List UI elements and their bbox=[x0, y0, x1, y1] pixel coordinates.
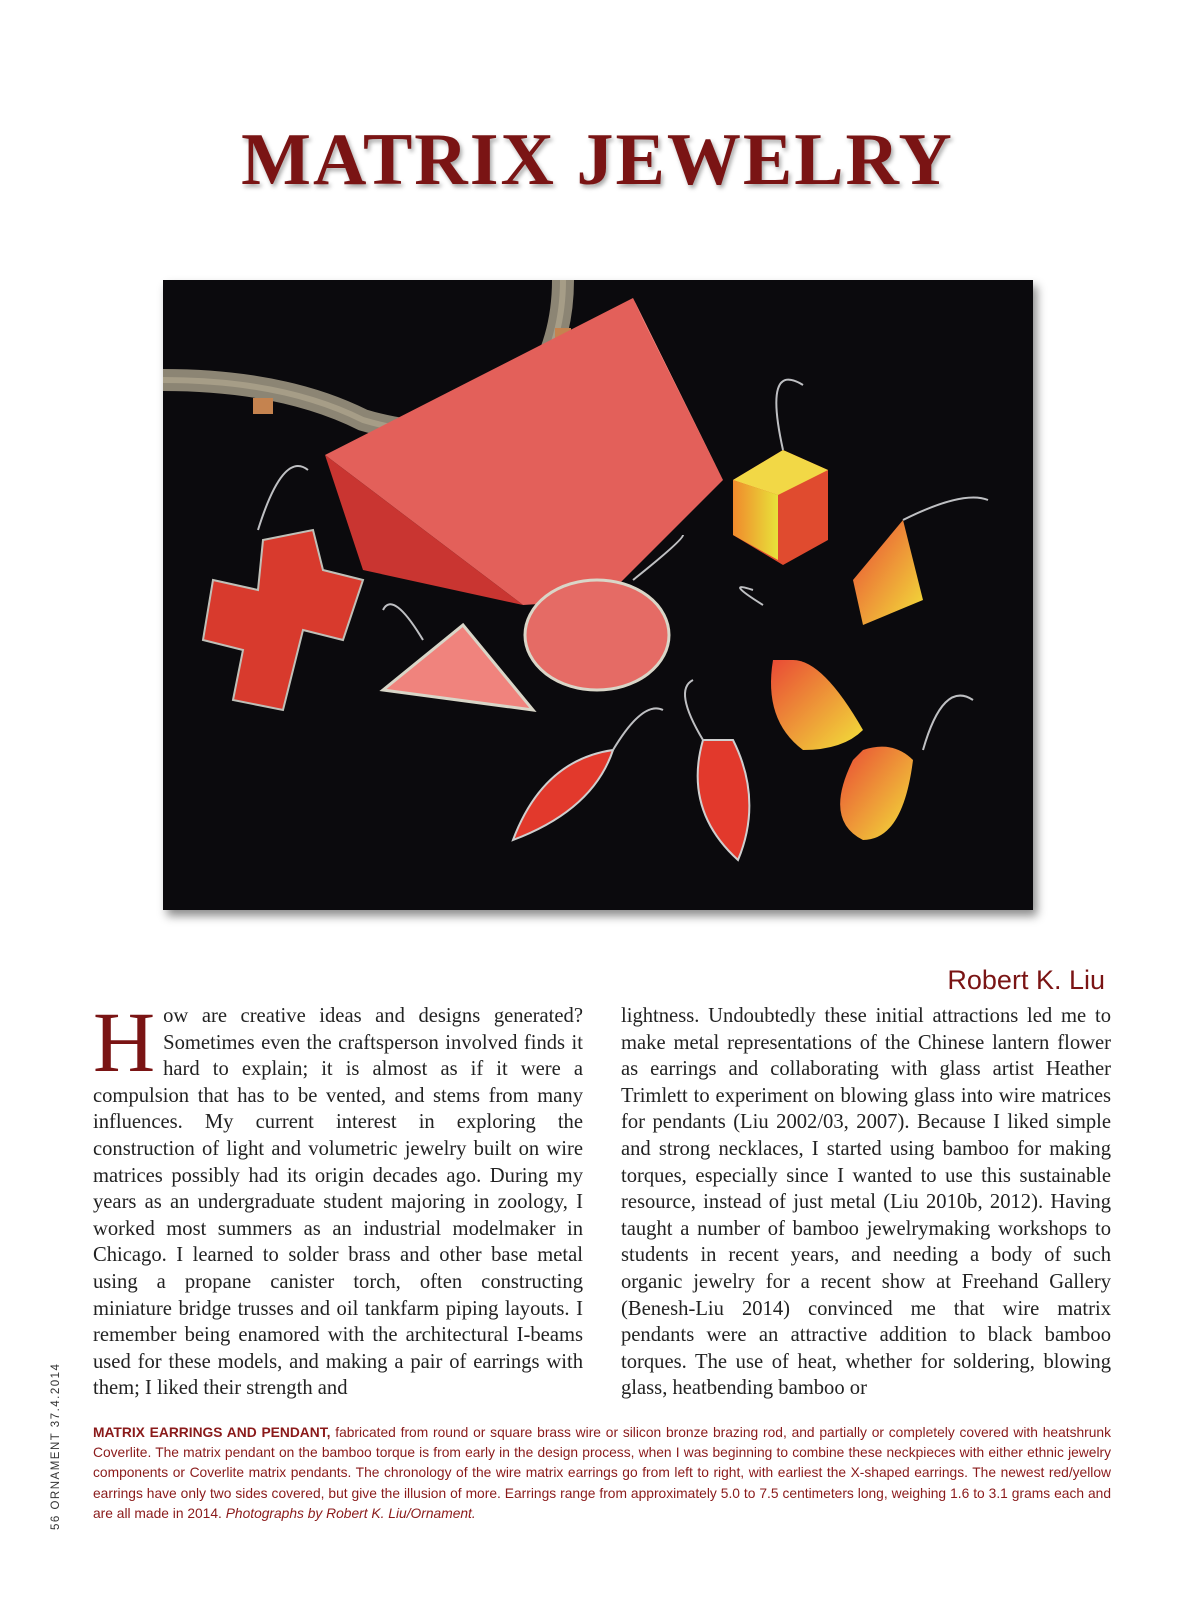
jewelry-photo bbox=[163, 280, 1033, 910]
left-column-text: ow are creative ideas and designs generated? Sometimes even the craftsperson involved finds it hard to explain; it is almost as if it were a compulsion that has to be vented, and stems from many influences. My current interest in exploring the construction of light and volumetric jewelry built on wire matrices possibly had its origin decades ago. During my years as an undergraduate student majoring in zoology, I worked most summers as an industrial modelmaker in Chicago. I learned to solder brass and other base metal using a propane canister torch, often constructing miniature bridge trusses and oil tankfarm piping layouts. I remember being enamored with the architectural I-beams used for these models, and making a pair of earrings with them; I liked their strength and bbox=[93, 1005, 583, 1400]
author-byline: Robert K. Liu bbox=[947, 965, 1105, 995]
article-title: MATRIX JEWELRY bbox=[241, 119, 954, 201]
caption-lead: MATRIX EARRINGS AND PENDANT, bbox=[93, 1425, 331, 1440]
page-folio: 56 ORNAMENT 37.4.2014 bbox=[50, 1362, 62, 1530]
photo-caption bbox=[93, 1423, 1111, 1524]
drop-cap: H bbox=[93, 994, 156, 1090]
caption-credit: Photographs by Robert K. Liu/Ornament. bbox=[225, 1505, 476, 1521]
jewelry-illustration bbox=[163, 280, 1033, 910]
right-column-text: lightness. Undoubtedly these initial attractions led me to make metal representations of the Chinese lantern flower as earrings and collaborating with glass artist Heather Trimlett to experiment on blowing glass into wire matrices for pendants (Liu 2002/03, 2007). Because I liked simple and strong necklaces, I started using bamboo for making torques, especially since I wanted to use this sustainable resource, instead of just metal (Liu 2010b, 2012). Having taught a number of bamboo jewelrymaking workshops to students in recent years, and needing a body of such organic jewelry for a recent show at Freehand Gallery (Benesh-Liu 2014) convinced me that wire matrix pendants were an attractive addition to black bamboo torques. The use of heat, whether for soldering, blowing glass, heatbending bamboo or bbox=[621, 1005, 1111, 1400]
body-column-right bbox=[621, 1003, 1111, 1402]
caption-body: fabricated from round or square brass wire or silicon bronze brazing rod, and partially or completely covered with heatshrunk Coverlite. The matrix pendant on the bamboo torque is from early in the design process, when I was beginning to combine these neckpieces with either ethnic jewelry components or Coverlite matrix pendants. The chronology of the wire matrix earrings go from left to right, with earliest the X-shaped earrings. The newest red/yellow earrings have only two sides covered, but give the illusion of more. Earrings range from approximately 5.0 to 7.5 centimeters long, weighing 1.6 to 3.1 grams each and are all made in 2014. bbox=[93, 1425, 1112, 1521]
body-column-left bbox=[93, 994, 583, 1402]
